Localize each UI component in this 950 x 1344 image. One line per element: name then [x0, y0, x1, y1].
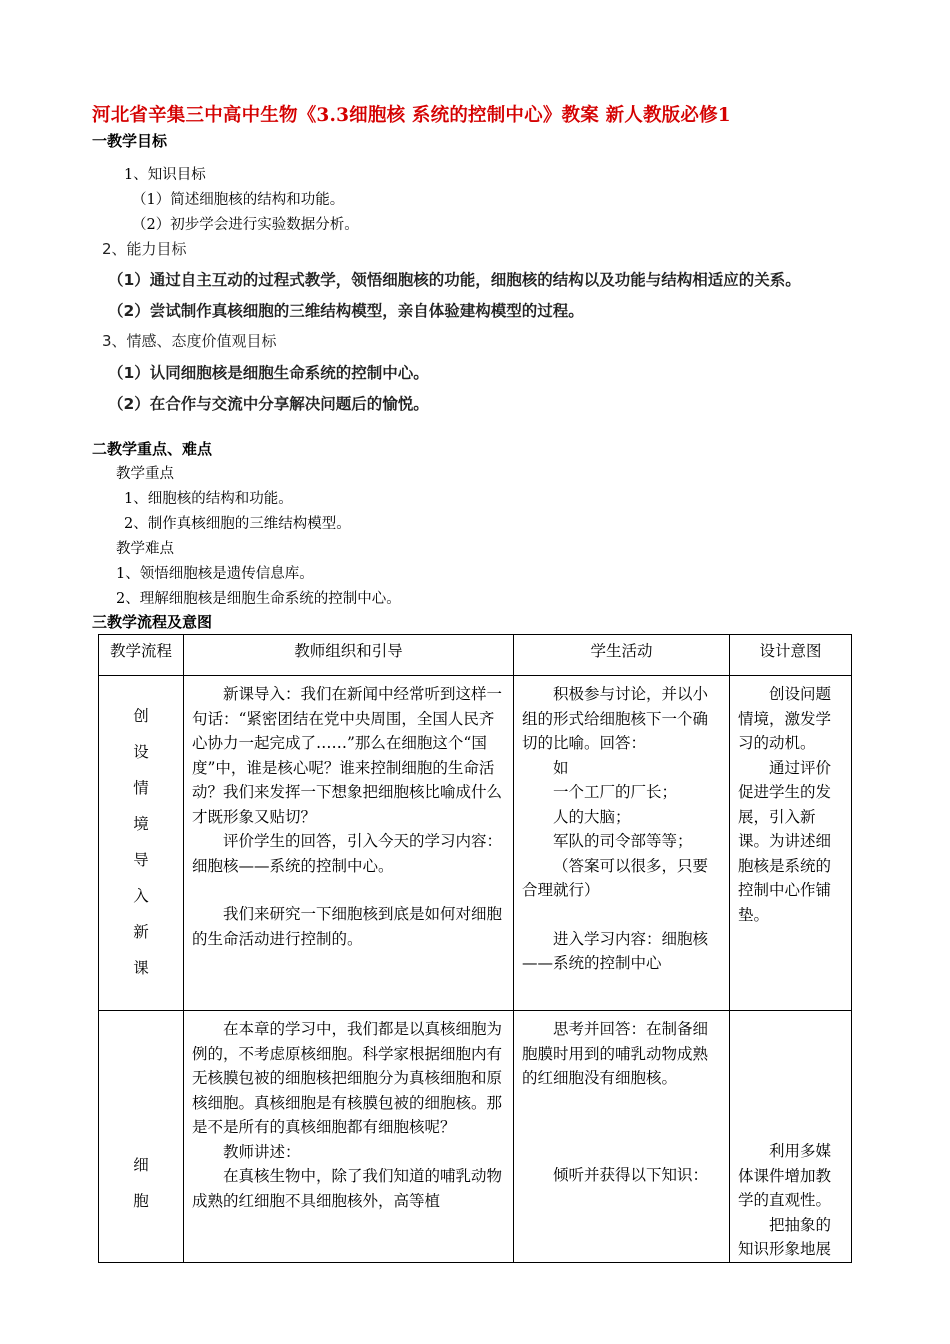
stage-char: 导: [133, 851, 149, 869]
header-stage: 教学流程: [99, 635, 184, 676]
student-cell: [514, 1011, 730, 1263]
header-intent: 设计意图: [730, 635, 852, 676]
stage-char: 课: [133, 959, 149, 977]
stage-char: 入: [133, 887, 149, 905]
difficulty-item: 2、理解细胞核是细胞生命系统的控制中心。: [116, 591, 401, 607]
teaching-flow-table: [98, 634, 852, 1263]
header-teacher: 教师组织和引导: [184, 635, 514, 676]
student-text: 积极参与讨论，并以小组的形式给细胞核下一个确切的比喻。回答：: [522, 685, 709, 752]
section-heading-flow: 三教学流程及意图: [92, 613, 213, 631]
stage-char: 境: [133, 815, 149, 833]
teacher-text: 在真核生物中，除了我们知道的哺乳动物成熟的红细胞不具细胞核外，高等植: [192, 1167, 503, 1210]
ability-goal-label: 2、能力目标: [102, 240, 187, 258]
stage-char: 胞: [133, 1192, 149, 1210]
ability-goal-item: （2）尝试制作真核细胞的三维结构模型，亲自体验建构模型的过程。: [108, 302, 584, 320]
intent-text: 创设问题情境，激发学习的动机。: [738, 685, 832, 752]
knowledge-goal-label: 1、知识目标: [124, 167, 206, 183]
teacher-cell: [184, 676, 514, 1011]
teacher-cell: [184, 1011, 514, 1263]
stage-char: 新: [133, 923, 149, 941]
teacher-text: 新课导入：我们在新闻中经常听到这样一句话：“紧密团结在党中央周围，全国人民齐心协力一起完成了……”那么在细胞这个“国度”中，谁是核心呢？谁来控制细胞的生命活动？我们来发挥一下想象把细胞核比喻成什么才既形象又贴切？: [192, 685, 503, 826]
section-heading-objectives: 一教学目标: [92, 132, 168, 150]
student-text: 进入学习内容：细胞核——系统的控制中心: [522, 929, 709, 972]
header-student: 学生活动: [514, 635, 730, 676]
teacher-text: 评价学生的回答，引入今天的学习内容：细胞核——系统的控制中心。: [192, 832, 503, 875]
stage-char: 细: [133, 1156, 149, 1174]
teacher-text: 教师讲述：: [223, 1142, 301, 1161]
emotion-goal-label: 3、情感、态度价值观目标: [102, 332, 277, 350]
knowledge-goal-item: （2）初步学会进行实验数据分析。: [132, 217, 359, 233]
stage-cell: [99, 676, 184, 1011]
stage-char: 情: [133, 779, 149, 797]
intent-text: 利用多媒体课件增加教学的直观性。: [738, 1142, 832, 1209]
intent-text: 通过评价促进学生的发展，引入新课。为讲述细胞核是系统的控制中心作铺垫。: [738, 758, 832, 924]
student-text: 军队的司令部等等；: [553, 832, 693, 850]
emotion-goal-item: （1）认同细胞核是细胞生命系统的控制中心。: [108, 364, 429, 382]
table-row: [99, 676, 852, 1011]
focus-label: 教学重点: [116, 466, 174, 482]
intent-cell: [730, 1011, 852, 1263]
emotion-goal-item: （2）在合作与交流中分享解决问题后的愉悦。: [108, 395, 429, 413]
focus-item: 1、细胞核的结构和功能。: [124, 491, 293, 507]
table-header-row: [99, 635, 852, 676]
stage-cell: [99, 1011, 184, 1263]
student-text: 人的大脑；: [553, 807, 631, 826]
teacher-text: 在本章的学习中，我们都是以真核细胞为例的，不考虑原核细胞。科学家根据细胞内有无核膜包被的细胞核把细胞分为真核细胞和原核细胞。真核细胞是有核膜包被的细胞核。那是不是所有的真核细胞都有细胞核呢？: [192, 1020, 503, 1136]
intent-text: 把抽象的知识形象地展: [738, 1215, 832, 1258]
stage-char: 创: [133, 707, 149, 725]
difficulty-label: 教学难点: [116, 541, 174, 557]
intent-cell: [730, 676, 852, 1011]
focus-item: 2、制作真核细胞的三维结构模型。: [124, 516, 351, 532]
student-text: 思考并回答：在制备细胞膜时用到的哺乳动物成熟的红细胞没有细胞核。: [522, 1020, 709, 1087]
knowledge-goal-item: （1）简述细胞核的结构和功能。: [132, 192, 345, 208]
difficulty-item: 1、领悟细胞核是遗传信息库。: [116, 566, 314, 582]
student-text: （答案可以很多，只要合理就行）: [522, 856, 709, 899]
stage-char: 设: [133, 743, 149, 761]
student-text: 一个工厂的厂长；: [553, 783, 678, 801]
ability-goal-item: （1）通过自主互动的过程式教学，领悟细胞核的功能，细胞核的结构以及功能与结构相适应的关系。: [108, 271, 801, 289]
document-title: 河北省辛集三中高中生物《3.3细胞核 系统的控制中心》教案 新人教版必修1: [92, 105, 731, 126]
section-heading-key-points: 二教学重点、难点: [92, 440, 213, 458]
teacher-text: 我们来研究一下细胞核到底是如何对细胞的生命活动进行控制的。: [192, 905, 503, 948]
student-text: 如: [553, 758, 569, 777]
student-cell: [514, 676, 730, 1011]
table-row: [99, 1011, 852, 1263]
student-text: 倾听并获得以下知识：: [553, 1165, 709, 1184]
